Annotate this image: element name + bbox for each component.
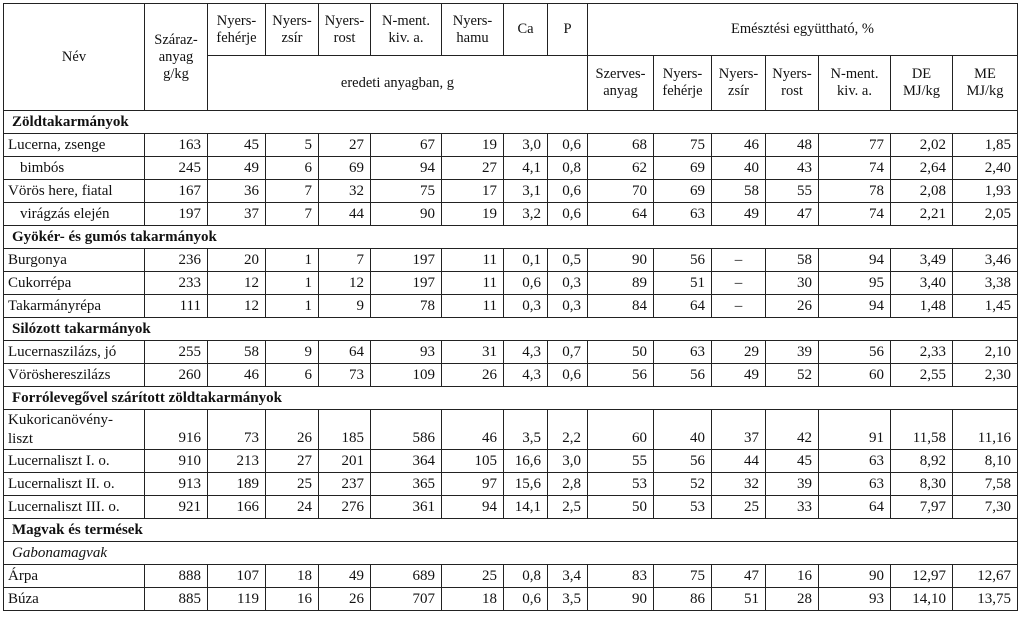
table-cell: 39 <box>766 473 819 496</box>
table-cell: 2,55 <box>891 364 953 387</box>
table-cell: 2,40 <box>953 157 1018 180</box>
table-cell: – <box>712 295 766 318</box>
table-cell: 78 <box>819 180 891 203</box>
table-cell: 73 <box>319 364 371 387</box>
table-cell: 2,33 <box>891 341 953 364</box>
table-cell: 33 <box>766 496 819 519</box>
table-cell: 2,30 <box>953 364 1018 387</box>
table-row <box>4 295 1018 318</box>
table-cell: 888 <box>145 565 208 588</box>
section-title: Zöldtakarmányok <box>4 111 1018 134</box>
table-cell: 74 <box>819 203 891 226</box>
header-eredeti: eredeti anyagban, g <box>208 56 588 111</box>
table-body <box>4 111 1018 611</box>
header-p: P <box>548 4 588 56</box>
table-cell: 27 <box>319 134 371 157</box>
table-cell: 60 <box>819 364 891 387</box>
table-cell: 11 <box>442 272 504 295</box>
table-row <box>4 588 1018 611</box>
table-cell: 64 <box>819 496 891 519</box>
table-row <box>4 364 1018 387</box>
header-e-nyersrost: Nyers- rost <box>766 56 819 111</box>
header-nment: N-ment. kiv. a. <box>371 4 442 56</box>
section-title: Gyökér- és gumós takarmányok <box>4 226 1018 249</box>
table-cell: 56 <box>588 364 654 387</box>
table-cell: 62 <box>588 157 654 180</box>
row-name: bimbós <box>4 157 145 180</box>
section-row <box>4 318 1018 341</box>
table-cell: 0,5 <box>548 249 588 272</box>
table-row <box>4 565 1018 588</box>
table-cell: 60 <box>588 410 654 450</box>
table-cell: 74 <box>819 157 891 180</box>
table-cell: 6 <box>266 157 319 180</box>
table-cell: 3,4 <box>548 565 588 588</box>
table-cell: 49 <box>712 364 766 387</box>
table-cell: 84 <box>588 295 654 318</box>
table-row <box>4 134 1018 157</box>
table-cell: 63 <box>654 203 712 226</box>
table-cell: 94 <box>371 157 442 180</box>
table-cell: 69 <box>654 180 712 203</box>
table-cell: 31 <box>442 341 504 364</box>
table-cell: 9 <box>319 295 371 318</box>
table-cell: 49 <box>319 565 371 588</box>
section-row <box>4 387 1018 410</box>
table-cell: 236 <box>145 249 208 272</box>
table-cell: 1 <box>266 272 319 295</box>
table-cell: 18 <box>442 588 504 611</box>
table-cell: 2,05 <box>953 203 1018 226</box>
table-cell: 46 <box>712 134 766 157</box>
row-name: Lucerna, zsenge <box>4 134 145 157</box>
row-name: Búza <box>4 588 145 611</box>
section-row <box>4 519 1018 542</box>
table-cell: 27 <box>266 450 319 473</box>
table-cell: 83 <box>588 565 654 588</box>
table-cell: 163 <box>145 134 208 157</box>
table-cell: 26 <box>442 364 504 387</box>
table-cell: 55 <box>766 180 819 203</box>
table-cell: 3,38 <box>953 272 1018 295</box>
subsection-row <box>4 542 1018 565</box>
table-cell: 185 <box>319 410 371 450</box>
table-cell: 197 <box>371 272 442 295</box>
table-cell: 50 <box>588 341 654 364</box>
table-cell: 0,6 <box>548 134 588 157</box>
table-cell: 0,7 <box>548 341 588 364</box>
table-cell: 75 <box>654 565 712 588</box>
table-cell: 12 <box>319 272 371 295</box>
table-cell: 91 <box>819 410 891 450</box>
table-cell: – <box>712 272 766 295</box>
table-cell: 56 <box>819 341 891 364</box>
table-cell: 46 <box>442 410 504 450</box>
table-cell: 12 <box>208 272 266 295</box>
table-cell: 14,10 <box>891 588 953 611</box>
table-cell: 3,49 <box>891 249 953 272</box>
header-nyershamu: Nyers- hamu <box>442 4 504 56</box>
table-cell: 364 <box>371 450 442 473</box>
table-cell: 30 <box>766 272 819 295</box>
table-cell: 0,6 <box>504 272 548 295</box>
table-row <box>4 450 1018 473</box>
table-cell: 19 <box>442 134 504 157</box>
table-cell: 2,02 <box>891 134 953 157</box>
table-cell: 3,5 <box>548 588 588 611</box>
table-cell: 3,0 <box>504 134 548 157</box>
section-title: Silózott takarmányok <box>4 318 1018 341</box>
table-cell: 94 <box>442 496 504 519</box>
table-cell: 28 <box>766 588 819 611</box>
table-cell: 46 <box>208 364 266 387</box>
table-cell: 921 <box>145 496 208 519</box>
table-cell: 707 <box>371 588 442 611</box>
table-cell: 32 <box>319 180 371 203</box>
table-cell: 0,6 <box>548 364 588 387</box>
table-cell: 58 <box>712 180 766 203</box>
table-cell: 58 <box>208 341 266 364</box>
table-row <box>4 272 1018 295</box>
table-cell: 77 <box>819 134 891 157</box>
table-cell: 14,1 <box>504 496 548 519</box>
row-name: Árpa <box>4 565 145 588</box>
table-cell: 3,2 <box>504 203 548 226</box>
table-cell: 90 <box>371 203 442 226</box>
table-cell: 39 <box>766 341 819 364</box>
table-cell: 12,67 <box>953 565 1018 588</box>
table-cell: 64 <box>319 341 371 364</box>
table-cell: 90 <box>588 249 654 272</box>
row-name: Cukorrépa <box>4 272 145 295</box>
table-cell: 11 <box>442 295 504 318</box>
table-cell: 73 <box>208 410 266 450</box>
table-cell: 50 <box>588 496 654 519</box>
table-cell: 4,3 <box>504 341 548 364</box>
section-row <box>4 226 1018 249</box>
table-cell: 56 <box>654 364 712 387</box>
table-cell: 55 <box>588 450 654 473</box>
table-cell: 2,2 <box>548 410 588 450</box>
table-cell: 197 <box>145 203 208 226</box>
table-cell: 0,6 <box>548 180 588 203</box>
row-name: Lucernaliszt III. o. <box>4 496 145 519</box>
table-cell: 913 <box>145 473 208 496</box>
table-cell: 107 <box>208 565 266 588</box>
table-cell: 2,10 <box>953 341 1018 364</box>
subsection-title: Gabonamagvak <box>4 542 1018 565</box>
section-title: Forrólevegővel szárított zöldtakarmányok <box>4 387 1018 410</box>
table-cell: 916 <box>145 410 208 450</box>
table-cell: 49 <box>712 203 766 226</box>
table-cell: 75 <box>371 180 442 203</box>
table-cell: 17 <box>442 180 504 203</box>
table-cell: 245 <box>145 157 208 180</box>
header-nev: Név <box>4 4 145 111</box>
table-cell: 45 <box>208 134 266 157</box>
table-cell: 51 <box>712 588 766 611</box>
table-cell: 3,40 <box>891 272 953 295</box>
table-cell: 201 <box>319 450 371 473</box>
table-cell: 0,6 <box>548 203 588 226</box>
header-e-nyerszsir: Nyers- zsír <box>712 56 766 111</box>
table-cell: 63 <box>654 341 712 364</box>
table-cell: 361 <box>371 496 442 519</box>
table-cell: 53 <box>588 473 654 496</box>
table-cell: 255 <box>145 341 208 364</box>
table-cell: 2,8 <box>548 473 588 496</box>
table-cell: 2,21 <box>891 203 953 226</box>
table-cell: 7 <box>319 249 371 272</box>
table-cell: 3,1 <box>504 180 548 203</box>
table-cell: 111 <box>145 295 208 318</box>
table-cell: 7 <box>266 180 319 203</box>
table-cell: 43 <box>766 157 819 180</box>
header-nyersfeherje: Nyers- fehérje <box>208 4 266 56</box>
table-cell: 25 <box>442 565 504 588</box>
table-cell: 44 <box>712 450 766 473</box>
table-cell: 119 <box>208 588 266 611</box>
table-cell: 19 <box>442 203 504 226</box>
table-cell: 26 <box>319 588 371 611</box>
table-cell: 56 <box>654 450 712 473</box>
header-nyerszsir: Nyers- zsír <box>266 4 319 56</box>
header-nyersrost: Nyers- rost <box>319 4 371 56</box>
table-cell: 3,46 <box>953 249 1018 272</box>
table-row <box>4 203 1018 226</box>
row-name: virágzás elején <box>4 203 145 226</box>
table-cell: 47 <box>712 565 766 588</box>
table-cell: 70 <box>588 180 654 203</box>
table-cell: 49 <box>208 157 266 180</box>
header-e-de: DE MJ/kg <box>891 56 953 111</box>
row-name: Lucernaliszt I. o. <box>4 450 145 473</box>
table-cell: 213 <box>208 450 266 473</box>
table-cell: 51 <box>654 272 712 295</box>
table-row <box>4 249 1018 272</box>
table-cell: 27 <box>442 157 504 180</box>
table-cell: 94 <box>819 295 891 318</box>
table-cell: 8,30 <box>891 473 953 496</box>
header-emesztesi: Emésztési együttható, % <box>588 4 1018 56</box>
row-name: Lucernaliszt II. o. <box>4 473 145 496</box>
table-cell: 86 <box>654 588 712 611</box>
row-name: Vöröshereszilázs <box>4 364 145 387</box>
table-cell: 1,48 <box>891 295 953 318</box>
table-header <box>4 4 1018 111</box>
table-cell: 53 <box>654 496 712 519</box>
table-cell: – <box>712 249 766 272</box>
table-cell: 166 <box>208 496 266 519</box>
table-cell: 20 <box>208 249 266 272</box>
table-cell: 105 <box>442 450 504 473</box>
table-cell: 93 <box>819 588 891 611</box>
header-e-me: ME MJ/kg <box>953 56 1018 111</box>
table-cell: 0,3 <box>548 272 588 295</box>
header-e-nment: N-ment. kiv. a. <box>819 56 891 111</box>
table-cell: 25 <box>712 496 766 519</box>
table-cell: 69 <box>654 157 712 180</box>
section-title: Magvak és termések <box>4 519 1018 542</box>
table-cell: 6 <box>266 364 319 387</box>
table-cell: 29 <box>712 341 766 364</box>
table-cell: 586 <box>371 410 442 450</box>
table-cell: 56 <box>654 249 712 272</box>
table-cell: 2,5 <box>548 496 588 519</box>
table-cell: 7 <box>266 203 319 226</box>
table-cell: 12,97 <box>891 565 953 588</box>
table-cell: 64 <box>654 295 712 318</box>
table-cell: 94 <box>819 249 891 272</box>
table-cell: 97 <box>442 473 504 496</box>
table-cell: 12 <box>208 295 266 318</box>
table-cell: 40 <box>654 410 712 450</box>
table-cell: 4,1 <box>504 157 548 180</box>
table-cell: 26 <box>766 295 819 318</box>
table-row <box>4 157 1018 180</box>
table-cell: 7,97 <box>891 496 953 519</box>
table-row <box>4 496 1018 519</box>
table-cell: 90 <box>588 588 654 611</box>
table-cell: 109 <box>371 364 442 387</box>
table-cell: 197 <box>371 249 442 272</box>
header-e-nyersfeherje: Nyers- fehérje <box>654 56 712 111</box>
table-cell: 11 <box>442 249 504 272</box>
table-cell: 885 <box>145 588 208 611</box>
table-row <box>4 341 1018 364</box>
table-cell: 3,5 <box>504 410 548 450</box>
table-cell: 48 <box>766 134 819 157</box>
header-ca: Ca <box>504 4 548 56</box>
table-cell: 40 <box>712 157 766 180</box>
table-cell: 237 <box>319 473 371 496</box>
table-cell: 68 <box>588 134 654 157</box>
table-cell: 44 <box>319 203 371 226</box>
table-cell: 25 <box>266 473 319 496</box>
table-cell: 4,3 <box>504 364 548 387</box>
table-cell: 3,0 <box>548 450 588 473</box>
table-cell: 26 <box>266 410 319 450</box>
feed-composition-table <box>3 3 1018 611</box>
table-cell: 64 <box>588 203 654 226</box>
table-cell: 58 <box>766 249 819 272</box>
section-row <box>4 111 1018 134</box>
table-cell: 0,1 <box>504 249 548 272</box>
row-name: Lucernaszilázs, jó <box>4 341 145 364</box>
table-cell: 365 <box>371 473 442 496</box>
table-cell: 1 <box>266 249 319 272</box>
table-cell: 15,6 <box>504 473 548 496</box>
row-name: Kukoricanövény- liszt <box>4 410 145 450</box>
table-cell: 89 <box>588 272 654 295</box>
table-cell: 11,16 <box>953 410 1018 450</box>
table-cell: 2,64 <box>891 157 953 180</box>
table-cell: 37 <box>712 410 766 450</box>
table-cell: 189 <box>208 473 266 496</box>
table-cell: 5 <box>266 134 319 157</box>
table-cell: 8,92 <box>891 450 953 473</box>
table-cell: 42 <box>766 410 819 450</box>
table-cell: 11,58 <box>891 410 953 450</box>
table-cell: 0,3 <box>504 295 548 318</box>
row-name: Takarmányrépa <box>4 295 145 318</box>
table-cell: 45 <box>766 450 819 473</box>
table-cell: 276 <box>319 496 371 519</box>
table-cell: 18 <box>266 565 319 588</box>
table-cell: 0,8 <box>504 565 548 588</box>
table-cell: 0,8 <box>548 157 588 180</box>
header-szarazanyag: Száraz- anyag g/kg <box>145 4 208 111</box>
table-row <box>4 410 1018 450</box>
table-cell: 52 <box>766 364 819 387</box>
table-cell: 233 <box>145 272 208 295</box>
table-cell: 36 <box>208 180 266 203</box>
table-row <box>4 180 1018 203</box>
table-cell: 32 <box>712 473 766 496</box>
table-cell: 1,93 <box>953 180 1018 203</box>
table-cell: 7,58 <box>953 473 1018 496</box>
table-cell: 67 <box>371 134 442 157</box>
table-cell: 47 <box>766 203 819 226</box>
table-cell: 16,6 <box>504 450 548 473</box>
table-cell: 1,45 <box>953 295 1018 318</box>
table-cell: 910 <box>145 450 208 473</box>
table-cell: 9 <box>266 341 319 364</box>
table-cell: 75 <box>654 134 712 157</box>
table-cell: 1,85 <box>953 134 1018 157</box>
table-cell: 78 <box>371 295 442 318</box>
row-name: Burgonya <box>4 249 145 272</box>
table-cell: 69 <box>319 157 371 180</box>
header-e-szervesanyag: Szerves- anyag <box>588 56 654 111</box>
table-cell: 93 <box>371 341 442 364</box>
table-cell: 16 <box>266 588 319 611</box>
table-cell: 52 <box>654 473 712 496</box>
table-cell: 7,30 <box>953 496 1018 519</box>
table-cell: 24 <box>266 496 319 519</box>
table-cell: 1 <box>266 295 319 318</box>
table-cell: 260 <box>145 364 208 387</box>
table-cell: 37 <box>208 203 266 226</box>
row-name: Vörös here, fiatal <box>4 180 145 203</box>
table-cell: 13,75 <box>953 588 1018 611</box>
table-cell: 63 <box>819 450 891 473</box>
table-cell: 16 <box>766 565 819 588</box>
table-row <box>4 473 1018 496</box>
table-cell: 90 <box>819 565 891 588</box>
table-cell: 2,08 <box>891 180 953 203</box>
table-cell: 0,6 <box>504 588 548 611</box>
table-cell: 167 <box>145 180 208 203</box>
table-cell: 8,10 <box>953 450 1018 473</box>
table-cell: 0,3 <box>548 295 588 318</box>
table-cell: 63 <box>819 473 891 496</box>
table-cell: 95 <box>819 272 891 295</box>
table-cell: 689 <box>371 565 442 588</box>
